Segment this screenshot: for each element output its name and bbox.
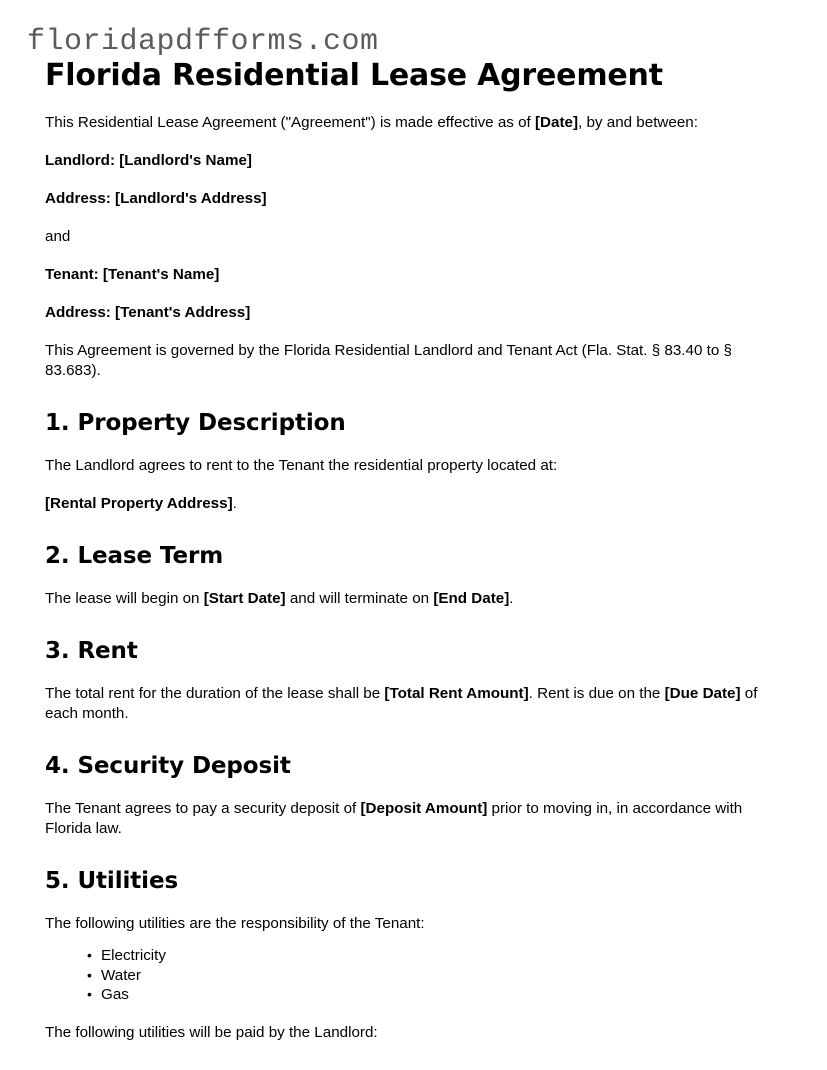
rent-text-before: The total rent for the duration of the lease shall be	[45, 685, 385, 702]
security-deposit-paragraph	[45, 799, 782, 839]
landlord-address-text: Address: [Landlord's Address]	[45, 190, 267, 207]
section-heading-lease-term: 2. Lease Term	[45, 543, 224, 569]
property-description-paragraph: The Landlord agrees to rent to the Tenant the residential property located at:	[45, 457, 558, 474]
rental-property-address-placeholder: [Rental Property Address]	[45, 495, 233, 512]
lease-term-text-middle: and will terminate on	[285, 590, 434, 607]
landlord-name-line	[45, 151, 782, 171]
landlord-address-line	[45, 189, 782, 209]
landlord-name-text: Landlord: [Landlord's Name]	[45, 152, 252, 169]
parties-conjunction: and	[45, 228, 71, 245]
section-heading-rent: 3. Rent	[45, 638, 138, 664]
rent-text-after: of each month.	[45, 685, 758, 722]
deposit-text-before: The Tenant agrees to pay a security deposit of	[45, 800, 361, 817]
list-item: • Electricity	[87, 946, 782, 966]
section-heading-property-description: 1. Property Description	[45, 410, 346, 436]
tenant-address-line	[45, 303, 782, 323]
start-date-placeholder: [Start Date]	[203, 590, 286, 607]
tenant-address-text: Address: [Tenant's Address]	[45, 304, 251, 321]
date-placeholder: [Date]	[535, 114, 579, 131]
governing-law-paragraph: This Agreement is governed by the Florida Residential Landlord and Tenant Act (Fla. Stat. § 83.40 to § 83.683).	[45, 342, 732, 379]
lease-term-text-after: .	[509, 590, 514, 607]
end-date-placeholder: [End Date]	[433, 590, 510, 607]
section-heading-utilities: 5. Utilities	[45, 868, 179, 894]
page-title: Florida Residential Lease Agreement	[45, 58, 663, 93]
intro-paragraph	[45, 113, 782, 133]
tenant-name-line	[45, 265, 782, 285]
due-date-placeholder: [Due Date]	[664, 685, 741, 702]
deposit-text-after: prior to moving in, in accordance with Florida law.	[45, 800, 743, 837]
rental-property-address-suffix: .	[232, 495, 237, 512]
rent-text-middle: . Rent is due on the	[528, 685, 665, 702]
list-item: • Water	[87, 966, 782, 986]
rent-paragraph	[45, 684, 782, 724]
list-item: • Gas	[87, 985, 782, 1005]
lease-term-paragraph	[45, 589, 782, 609]
section-heading-security-deposit: 4. Security Deposit	[45, 753, 291, 779]
tenant-utilities-intro: The following utilities are the responsibility of the Tenant:	[45, 915, 425, 932]
deposit-amount-placeholder: [Deposit Amount]	[360, 800, 488, 817]
document-body	[45, 57, 782, 1043]
intro-lead-text: This Residential Lease Agreement ("Agreement") is made effective as of	[45, 114, 535, 131]
site-watermark: floridapdfforms.com	[27, 25, 379, 59]
landlord-utilities-intro: The following utilities will be paid by the Landlord:	[45, 1023, 378, 1041]
total-rent-amount-placeholder: [Total Rent Amount]	[384, 685, 529, 702]
lease-term-text-before: The lease will begin on	[45, 590, 204, 607]
intro-trailing-text: , by and between:	[578, 114, 698, 131]
tenant-name-text: Tenant: [Tenant's Name]	[45, 266, 220, 283]
tenant-utilities-list	[45, 946, 782, 1005]
rental-property-address-line	[45, 494, 782, 514]
